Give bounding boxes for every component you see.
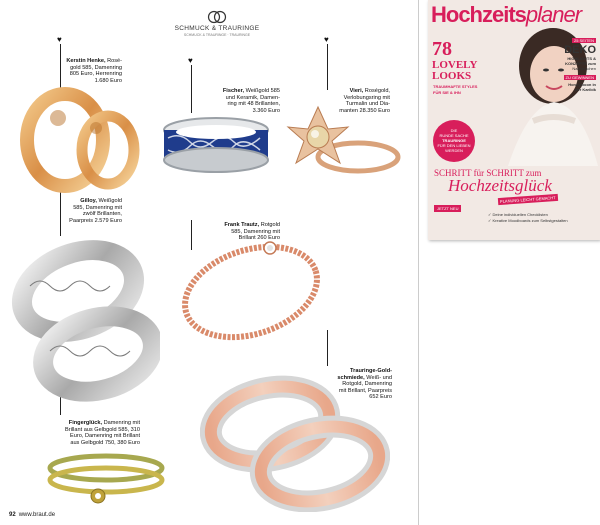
ring-fingergluck-image xyxy=(40,446,170,514)
cover-count: 78 xyxy=(432,38,452,60)
cover-badge: DIE RUNDE SACHE TRAURINGE FÜR DEN LIEBEN WERDEN xyxy=(433,120,475,162)
section-subtitle: SCHMUCK & TRAURINGE · TRAURINGE xyxy=(183,33,251,37)
caption-henke: Kerstin Henke, Rosé- gold 585, Damenring 805 Euro, Herrenring 1.680 Euro xyxy=(66,58,122,84)
cover-deko-l3: Nachmachen xyxy=(572,66,596,71)
divider-line xyxy=(327,330,328,366)
footer-url: www.braut.de xyxy=(18,512,56,518)
cover-planung: PLANUNG LEICHT GEMACHT xyxy=(498,194,558,205)
cover-deko-l1: HIGHLIGHTS & xyxy=(567,56,596,61)
cover-bullet: ✓ Deine individuellen Checklisten xyxy=(488,212,548,217)
rings-logo-icon xyxy=(206,8,228,24)
ring-henke-image xyxy=(10,78,145,198)
divider-line xyxy=(327,44,328,90)
cover-deko: DEKO xyxy=(564,44,596,56)
cover-gewinn: ZU GEWINNEN xyxy=(565,75,594,80)
cover-bullet: ✓ Kreative Moodboards zum Selbstgestalten xyxy=(488,218,568,223)
ring-trauringe-image xyxy=(200,372,390,512)
cover-traum: TRAUMHAFTE STYLES xyxy=(433,84,478,89)
cover-schritt: SCHRITT für SCHRITT zum xyxy=(434,168,542,178)
cover-fursie: FÜR SIE & IHN xyxy=(433,90,461,95)
caption-fischer: Fischer, Weißgold 585 und Keramik, Damen- ring mit 48 Brillanten, 3.360 Euro xyxy=(222,88,280,114)
cover-logo: Hochzeitsplaner xyxy=(431,2,582,27)
heart-icon: ♥ xyxy=(57,35,62,44)
cover-jetzt: JETZT NEU xyxy=(434,205,461,212)
cover-deko-top: 25 SEITEN xyxy=(573,38,594,43)
section-title: SCHMUCK & TRAURINGE xyxy=(174,25,260,32)
heart-icon: ♥ xyxy=(324,35,329,44)
magazine-cover xyxy=(428,0,600,240)
ring-fischer-image xyxy=(160,112,272,178)
cover-deko-l2: KONZEPTE zum xyxy=(565,61,596,66)
page-number: 92 xyxy=(9,512,16,518)
cover-karibik: der Karibik xyxy=(575,87,596,92)
cover-hochzeitsgluck: Hochzeitsglück xyxy=(448,176,552,195)
heart-icon: ♥ xyxy=(188,56,193,65)
ring-vieri-image xyxy=(268,92,408,187)
page-footer xyxy=(9,512,55,518)
cover-headline: LOVELY LOOKS xyxy=(432,59,478,82)
ring-trautz-image xyxy=(176,238,326,350)
caption-trauringe: Trauringe-Gold- schmiede, Weiß- und Rotgold, Damenring mit Brillant, Paarpreis 652 Euro xyxy=(337,368,392,401)
caption-vieri: Vieri, Roségold, Verlobungsring mit Turmalin und Dia- manten 28.350 Euro xyxy=(339,88,390,114)
caption-trautz: Frank Trautz, Rotgold 585, Damenring mit Brillant 260 Euro xyxy=(224,222,280,242)
cover-honeymoon: Honeymoon in xyxy=(568,82,596,87)
cover-bullets xyxy=(488,212,568,224)
caption-fingergluck: Fingerglück, Damenring mit Brillant aus Gelbgold 585, 310 Euro, Damenring mit Brillant aus Gelbgold 750, 380 Euro xyxy=(65,420,140,446)
page-gutter xyxy=(418,0,419,525)
ring-gilloy-image xyxy=(10,236,160,406)
caption-gilloy: Gilloy, Weißgold 585, Damenring mit zwölf Brillanten, Paarpreis 2.579 Euro xyxy=(69,198,122,224)
